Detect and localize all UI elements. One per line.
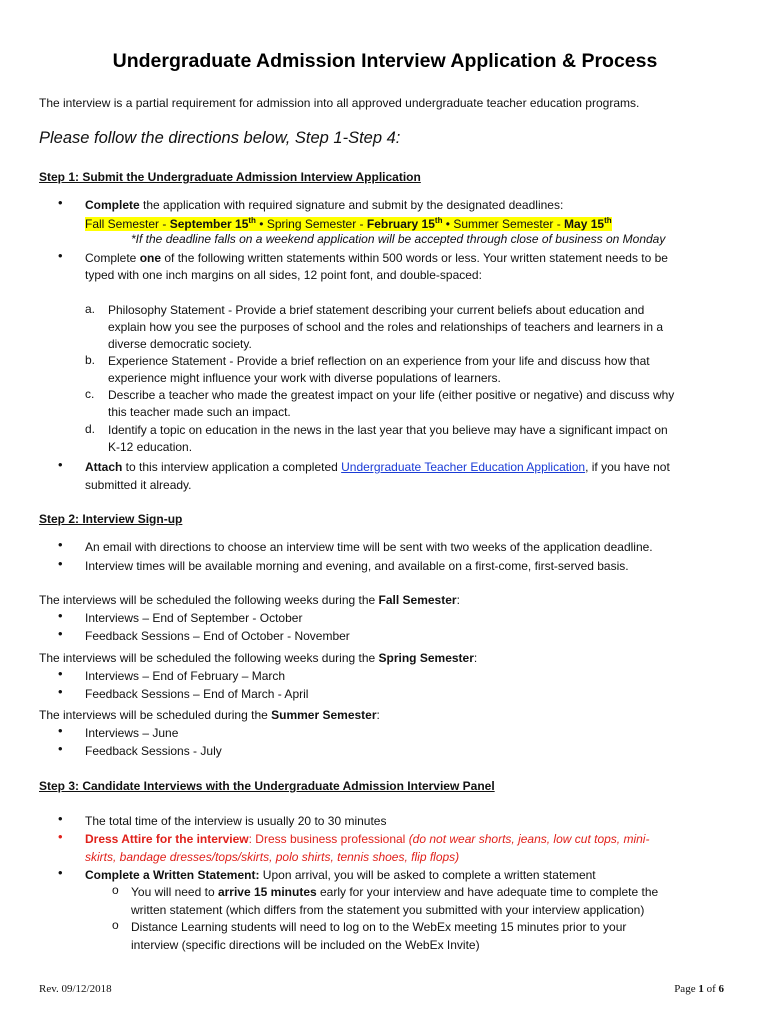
- written-statement-line: Complete a Written Statement: Upon arrival, you will be asked to complete a written statement: [85, 868, 596, 882]
- revision-date: Rev. 09/12/2018: [39, 983, 112, 995]
- document-title: Undergraduate Admission Interview Application & Process: [112, 50, 658, 72]
- step1-statement-line1: Complete one of the following written statements within 500 words or less. Your written statement needs to be: [85, 251, 668, 265]
- item-letter-c: c.: [85, 387, 95, 401]
- arrive-line1: You will need to arrive 15 minutes early for your interview and have adequate time to complete the: [131, 885, 659, 899]
- summer-intro: The interviews will be scheduled during the Summer Semester:: [39, 708, 380, 722]
- bullet: [58, 829, 70, 844]
- step2-times-line: Interview times will be available morning and evening, and available on a first-come, first-served basis.: [85, 559, 629, 573]
- summer-interviews: Interviews – June: [85, 726, 179, 740]
- item-d-line1: Identify a topic on education in the news in the last year that you believe may have a significant impact on: [108, 423, 668, 437]
- bullet: [58, 248, 70, 263]
- item-d-line2: K-12 education.: [108, 440, 193, 454]
- bullet: [58, 626, 70, 641]
- bullet: [58, 556, 70, 571]
- interview-time-line: The total time of the interview is usually 20 to 30 minutes: [85, 814, 387, 828]
- item-b-line2: experience might influence your work with diverse populations of learners.: [108, 371, 501, 385]
- bullet: [58, 666, 70, 681]
- step1-complete-line: Complete the application with required signature and submit by the designated deadlines:: [85, 198, 564, 212]
- deadlines-highlight: Fall Semester - September 15th • Spring Semester - February 15th • Summer Semester - May 15th: [85, 216, 612, 231]
- item-a-line3: diverse democratic society.: [108, 337, 252, 351]
- item-letter-d: d.: [85, 422, 96, 436]
- distance-line1: Distance Learning students will need to log on to the WebEx meeting 15 minutes prior to your: [131, 920, 627, 934]
- fall-feedback: Feedback Sessions – End of October - November: [85, 629, 350, 643]
- bullet: [58, 608, 70, 623]
- circle-bullet-icon: o: [112, 918, 119, 932]
- fall-interviews: Interviews – End of September - October: [85, 611, 303, 625]
- spring-intro: The interviews will be scheduled the following weeks during the Spring Semester:: [39, 651, 478, 665]
- dress-attire-line2: skirts, bandage dresses/tops/skirts, polo shirts, tennis shoes, flip flops): [85, 850, 460, 864]
- item-a-line2: explain how you see the purposes of school and the roles and relationships of teachers and learners in a: [108, 320, 664, 334]
- spring-feedback: Feedback Sessions – End of March - April: [85, 687, 309, 701]
- item-letter-b: b.: [85, 353, 96, 367]
- step1-heading: Step 1: Submit the Undergraduate Admission Interview Application: [39, 170, 421, 184]
- bullet: [58, 741, 70, 756]
- bullet: [58, 865, 70, 880]
- step2-heading: Step 2: Interview Sign-up: [39, 512, 183, 526]
- bullet: [58, 457, 70, 472]
- item-c-line2: this teacher made such an impact.: [108, 405, 291, 419]
- item-b-line1: Experience Statement - Provide a brief reflection on an experience from your life and discuss how that: [108, 354, 650, 368]
- teacher-ed-application-link[interactable]: Undergraduate Teacher Education Application: [341, 460, 586, 474]
- item-letter-a: a.: [85, 302, 96, 316]
- attach-line2: submitted it already.: [85, 478, 192, 492]
- weekend-note: *If the deadline falls on a weekend application will be accepted through close of business on Monday: [131, 232, 666, 246]
- step2-email-line: An email with directions to choose an interview time will be sent with two weeks of the application deadline.: [85, 540, 653, 554]
- page-number: Page 1 of 6: [674, 983, 724, 995]
- arrive-line2: written statement (which differs from the statement you submitted with your interview application): [131, 903, 645, 917]
- attach-line: Attach to this interview application a completed Undergraduate Teacher Education Application, if you have not: [85, 460, 670, 474]
- bullet: [58, 195, 70, 210]
- spring-interviews: Interviews – End of February – March: [85, 669, 286, 683]
- step3-heading: Step 3: Candidate Interviews with the Undergraduate Admission Interview Panel: [39, 779, 495, 793]
- step1-statement-line2: typed with one inch margins on all sides, 12 point font, and double-spaced:: [85, 268, 482, 282]
- fall-intro: The interviews will be scheduled the following weeks during the Fall Semester:: [39, 593, 460, 607]
- directions-heading: Please follow the directions below, Step 1-Step 4:: [39, 129, 401, 147]
- intro-text: The interview is a partial requirement for admission into all approved undergraduate teacher education programs.: [39, 96, 640, 110]
- bullet: [58, 684, 70, 699]
- bullet: [58, 537, 70, 552]
- summer-feedback: Feedback Sessions - July: [85, 744, 222, 758]
- dress-attire-line: Dress Attire for the interview: Dress business professional (do not wear shorts, jeans, low cut tops, mini-: [85, 832, 650, 846]
- distance-line2: interview (specific directions will be included on the WebEx Invite): [131, 938, 480, 952]
- bullet: [58, 811, 70, 826]
- circle-bullet-icon: o: [112, 883, 119, 897]
- item-c-line1: Describe a teacher who made the greatest impact on your life (either positive or negative) and discuss why: [108, 388, 675, 402]
- bullet: [58, 723, 70, 738]
- item-a-line1: Philosophy Statement - Provide a brief statement describing your current beliefs about education and: [108, 303, 645, 317]
